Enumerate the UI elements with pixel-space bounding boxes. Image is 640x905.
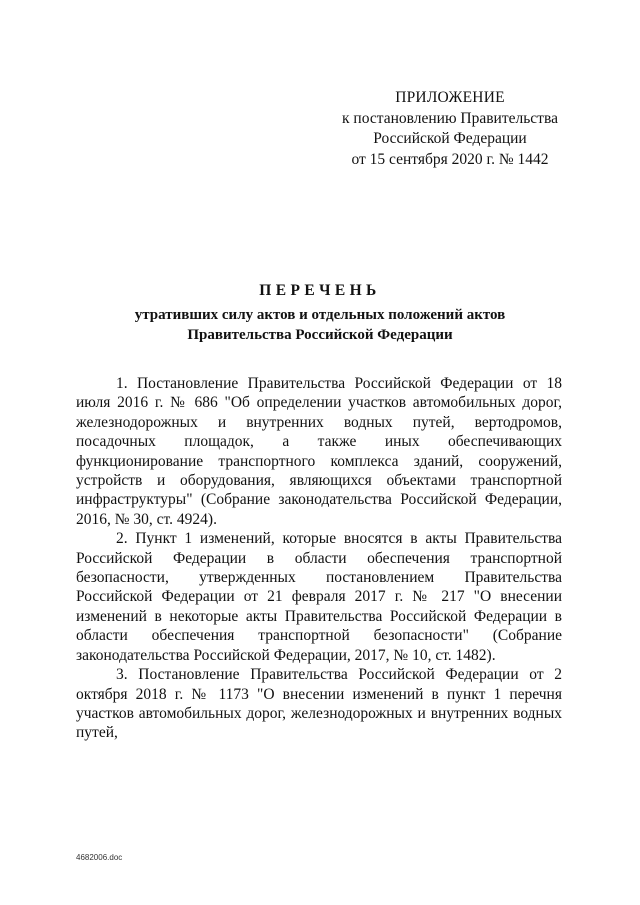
- appendix-line-2: Российской Федерации: [373, 130, 527, 147]
- document-title: ПЕРЕЧЕНЬ: [259, 282, 381, 299]
- list-item-2: 2. Пункт 1 изменений, которые вносятся в акты Правительства Российской Федерации в области обеспечения транспортной безопасности, утвержденных постановлением Правительства Российской Федерации от 21 февраля 2017 г. № 217 "О внесении изменений в некоторые акты Правительства Российской Федерации в области обеспечения транспортной безопасности" (Собрание законодательства Российской Федерации, 2017, № 10, ст. 1482).: [76, 530, 562, 664]
- appendix-line-3: от 15 сентября 2020 г. № 1442: [351, 150, 549, 168]
- document-subtitle: [0, 305, 640, 345]
- subtitle-line-2: Правительства Российской Федерации: [187, 327, 453, 343]
- appendix-heading: ПРИЛОЖЕНИЕ: [395, 89, 505, 106]
- file-name-footer: 4682006.doc: [76, 853, 123, 862]
- appendix-line-1: к постановлению Правительства: [342, 109, 558, 127]
- list-item-3: 3. Постановление Правительства Российской Федерации от 2 октября 2018 г. № 1173 "О внесении изменений в пункт 1 перечня участков автомобильных дорог, железнодорожных и внутренних водных путей,: [76, 666, 562, 742]
- document-body: [76, 374, 562, 743]
- subtitle-line-1: утративших силу актов и отдельных положений актов: [134, 307, 506, 323]
- appendix-block: [330, 88, 570, 170]
- list-item-1: 1. Постановление Правительства Российской Федерации от 18 июля 2016 г. № 686 "Об определении участков автомобильных дорог, железнодорожных и внутренних водных путей, вертодромов, посадочных площадок, а также иных обеспечивающих функционирование транспортного комплекса зданий, сооружений, устройств и оборудования, являющихся объектами транспортной инфраструктуры" (Собрание законодательства Российской Федерации, 2016, № 30, ст. 4924).: [76, 375, 562, 528]
